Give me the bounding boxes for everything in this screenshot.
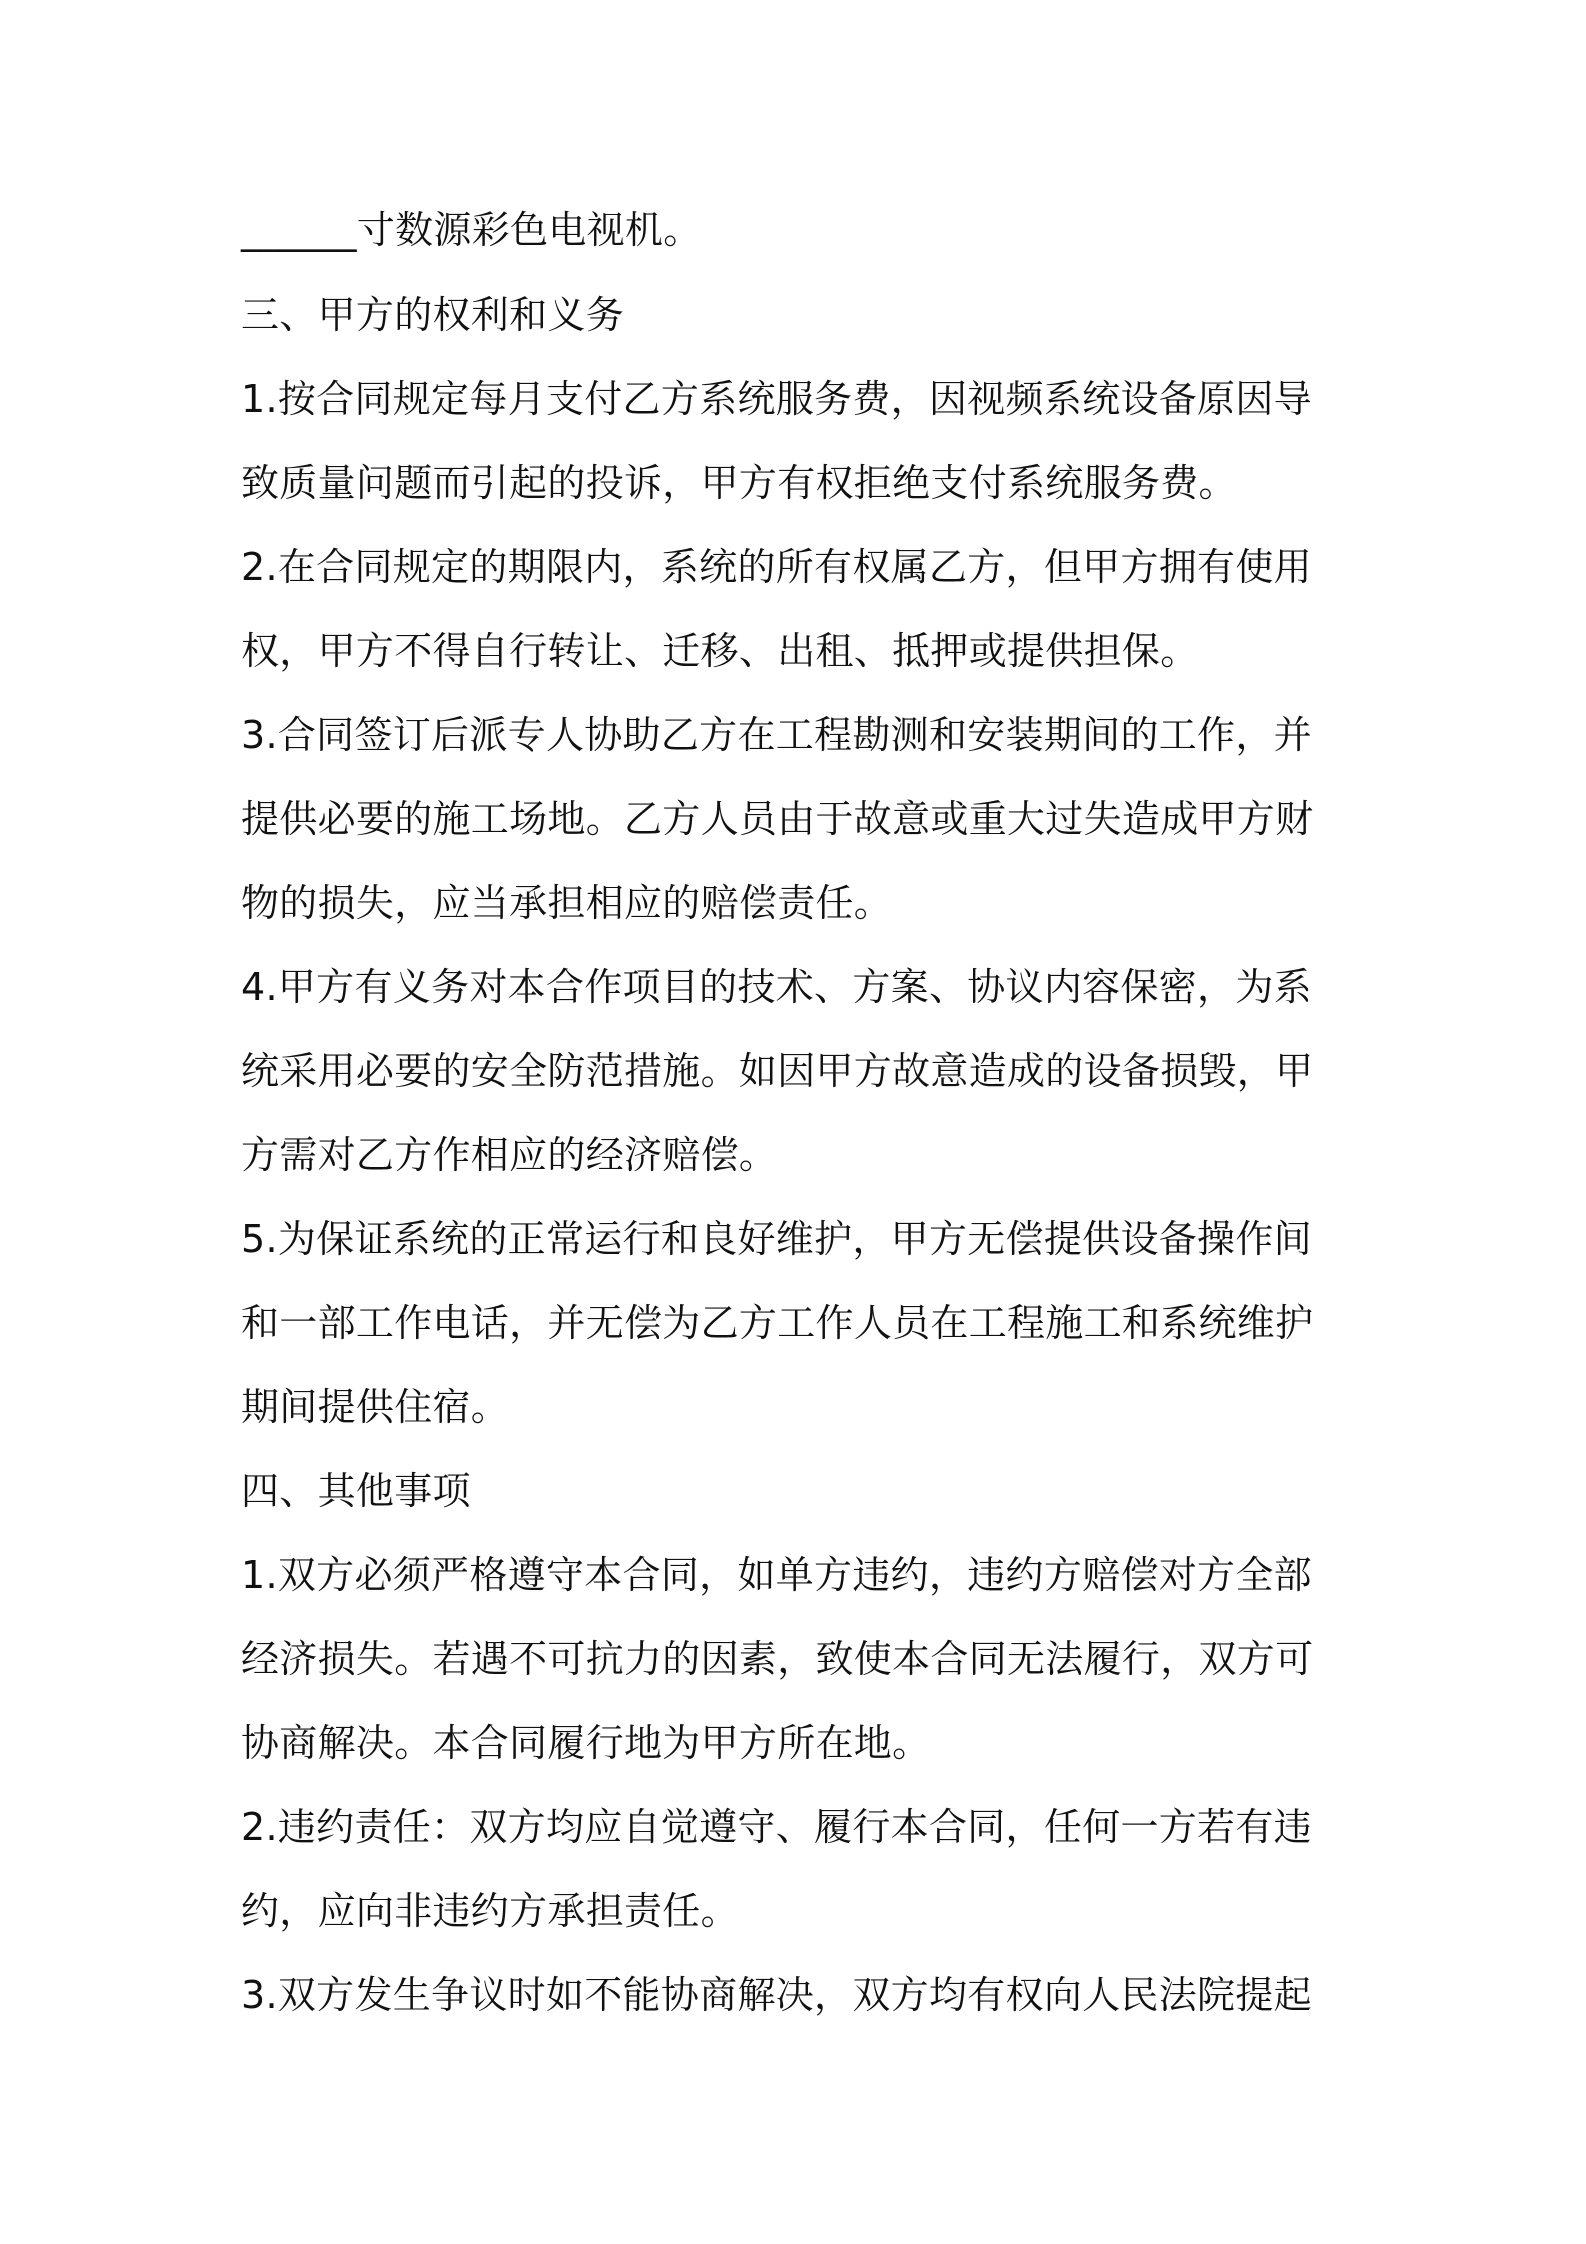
text-line: 权，甲方不得自行转让、迁移、出租、抵押或提供担保。 bbox=[241, 629, 1199, 673]
text-line: 提供必要的施工场地。乙方人员由于故意或重大过失造成甲方财 bbox=[241, 797, 1314, 841]
text-line: 3.双方发生争议时如不能协商解决，双方均有权向人民法院提起 bbox=[241, 1973, 1312, 2017]
text-line: 5.为保证系统的正常运行和良好维护，甲方无偿提供设备操作间 bbox=[241, 1217, 1312, 1261]
text-line: 约，应向非违约方承担责任。 bbox=[241, 1889, 739, 1933]
section-heading: 三、甲方的权利和义务 bbox=[241, 293, 625, 337]
text-line: 2.在合同规定的期限内，系统的所有权属乙方，但甲方拥有使用 bbox=[241, 545, 1312, 589]
text-line: 3.合同签订后派专人协助乙方在工程勘测和安装期间的工作，并 bbox=[241, 713, 1312, 757]
text-line: ______寸数源彩色电视机。 bbox=[241, 208, 702, 252]
text-line: 协商解决。本合同履行地为甲方所在地。 bbox=[241, 1721, 931, 1765]
text-line: 2.违约责任：双方均应自觉遵守、履行本合同，任何一方若有违 bbox=[241, 1805, 1312, 1849]
text-line: 1.按合同规定每月支付乙方系统服务费，因视频系统设备原因导 bbox=[241, 377, 1312, 421]
text-line: 致质量问题而引起的投诉，甲方有权拒绝支付系统服务费。 bbox=[241, 461, 1237, 505]
text-line: 经济损失。若遇不可抗力的因素，致使本合同无法履行，双方可 bbox=[241, 1637, 1314, 1681]
text-line: 1.双方必须严格遵守本合同，如单方违约，违约方赔偿对方全部 bbox=[241, 1553, 1312, 1597]
text-line: 和一部工作电话，并无偿为乙方工作人员在工程施工和系统维护 bbox=[241, 1301, 1314, 1345]
text-line: 4.甲方有义务对本合作项目的技术、方案、协议内容保密，为系 bbox=[241, 965, 1312, 1009]
section-heading: 四、其他事项 bbox=[241, 1469, 471, 1513]
text-line: 期间提供住宿。 bbox=[241, 1385, 510, 1429]
text-line: 方需对乙方作相应的经济赔偿。 bbox=[241, 1133, 778, 1177]
text-line: 统采用必要的安全防范措施。如因甲方故意造成的设备损毁，甲 bbox=[241, 1049, 1314, 1093]
text-line: 物的损失，应当承担相应的赔偿责任。 bbox=[241, 881, 893, 925]
